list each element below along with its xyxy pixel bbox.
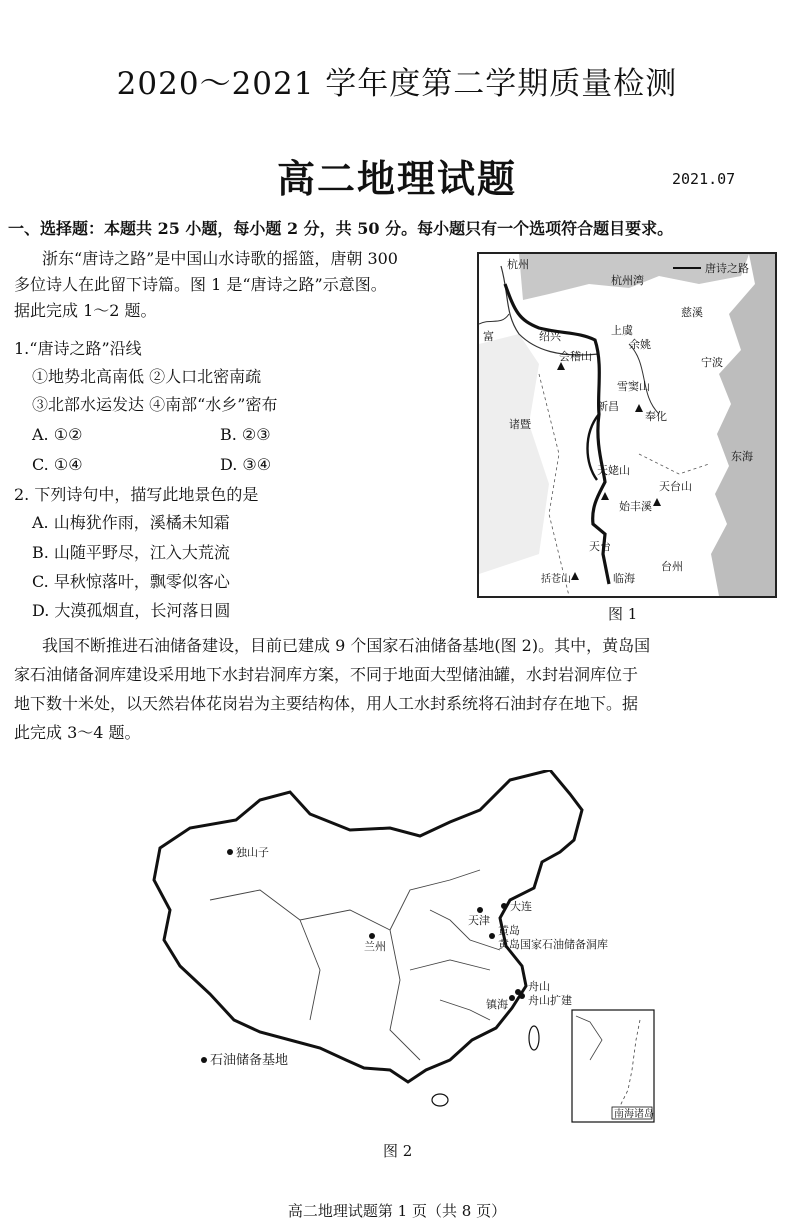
map1-caption: 图 1	[608, 605, 638, 623]
label-linhai: 临海	[613, 572, 635, 585]
mountain-marker	[571, 572, 579, 580]
map2-legend: 石油储备基地	[210, 1053, 289, 1068]
province-boundary	[300, 920, 320, 1020]
label-huangdao-cave: 黄岛国家石油储备洞库	[498, 938, 608, 951]
label-fuchun: 富	[483, 330, 494, 343]
q1-option-b[interactable]: B. ②③	[220, 425, 271, 444]
intro2-line-1: 我国不断推进石油储备建设，目前已建成 9 个国家石油储备基地(图 2)。其中，黄岛国	[42, 636, 651, 655]
q1-stem: 1.“唐诗之路”沿线	[14, 339, 142, 358]
map2-svg	[150, 770, 660, 1130]
label-tianmushan: 天姥山	[597, 464, 630, 477]
label-zhenhai: 镇海	[486, 998, 508, 1011]
label-lanzhou: 兰州	[364, 940, 386, 953]
label-taizhou: 台州	[661, 560, 683, 573]
q1-statement-1: ①地势北高南低 ②人口北密南疏	[32, 367, 262, 386]
label-fenghua: 奉化	[645, 410, 667, 423]
header-title: 2020～2021 学年度第二学期质量检测	[116, 66, 678, 102]
label-donghai: 东海	[731, 450, 753, 463]
province-boundary	[390, 870, 480, 930]
base-marker-dushanzi	[227, 849, 233, 855]
base-marker-tianjin	[477, 907, 483, 913]
land-shade-west	[479, 334, 549, 574]
province-boundary	[210, 890, 390, 930]
river	[629, 344, 659, 414]
q1-option-d[interactable]: D. ③④	[220, 455, 272, 474]
province-boundary	[440, 1000, 490, 1020]
label-xuedoushan: 雪窦山	[617, 380, 650, 393]
map1-figure	[477, 252, 777, 598]
q1-statement-2: ③北部水运发达 ④南部“水乡”密布	[32, 395, 278, 414]
intro1-line-2: 多位诗人在此留下诗篇。图 1 是“唐诗之路”示意图。	[14, 275, 387, 294]
label-zhoushan: 舟山	[528, 980, 550, 993]
label-shangyu: 上虞	[611, 324, 633, 337]
map1-svg	[479, 254, 775, 596]
mountain-marker	[635, 404, 643, 412]
label-tiantai: 天台	[589, 540, 611, 553]
map2-caption: 图 2	[383, 1142, 413, 1160]
base-marker-lanzhou	[369, 933, 375, 939]
base-marker-huangdao	[489, 933, 495, 939]
legend-marker	[201, 1057, 207, 1063]
label-ningbo: 宁波	[701, 356, 723, 369]
label-hangzhou: 杭州	[507, 258, 529, 271]
q1-option-c[interactable]: C. ①④	[32, 455, 83, 474]
boundary-line	[639, 454, 709, 474]
q2-option-b[interactable]: B. 山随平野尽，江入大荒流	[32, 543, 230, 562]
label-xinchang: 新昌	[597, 400, 619, 413]
label-tianjin: 天津	[468, 914, 490, 927]
label-shifeng: 始丰溪	[619, 500, 652, 513]
base-marker-zhoushan-ext	[519, 993, 525, 999]
label-shaoxing: 绍兴	[539, 330, 561, 343]
river	[479, 314, 509, 324]
intro1-line-1: 浙东“唐诗之路”是中国山水诗歌的摇篮，唐朝 300	[42, 249, 398, 268]
label-dalian: 大连	[510, 900, 532, 913]
q2-option-a[interactable]: A. 山梅犹作雨，溪橘未知霜	[32, 513, 230, 532]
intro2-line-4: 此完成 3～4 题。	[14, 723, 141, 742]
province-boundary	[410, 960, 490, 970]
q1-option-a[interactable]: A. ①②	[32, 425, 83, 444]
south-china-sea-inset	[572, 1010, 654, 1122]
base-marker-dalian	[501, 903, 507, 909]
base-marker-zhenhai	[509, 995, 515, 1001]
inset-label: 南海诸岛	[614, 1109, 654, 1120]
label-kuaijishan: 会稽山	[559, 350, 592, 363]
label-huangdao: 黄岛	[498, 924, 520, 937]
label-yuyao: 余姚	[629, 338, 651, 351]
page-footer: 高二地理试题第 1 页（共 8 页）	[287, 1202, 507, 1220]
label-kuocangshan: 括苍山	[541, 574, 571, 585]
label-cixi: 慈溪	[681, 306, 703, 319]
exam-title: 高二地理试题	[276, 156, 517, 201]
intro2-line-2: 家石油储备洞库建设采用地下水封岩洞库方案，不同于地面大型储油罐，水封岩洞库位于	[14, 665, 639, 684]
q2-option-d[interactable]: D. 大漠孤烟直，长河落日圆	[32, 601, 231, 620]
exam-date: 2021.07	[672, 170, 736, 188]
province-boundary	[390, 930, 420, 1060]
label-dushanzi: 独山子	[236, 846, 269, 859]
map1-legend: 唐诗之路	[705, 262, 749, 275]
taiwan-island	[529, 1026, 539, 1050]
q2-option-c[interactable]: C. 早秋惊落叶，飘零似客心	[32, 572, 230, 591]
hainan-island	[432, 1094, 448, 1106]
q2-stem: 2. 下列诗句中，描写此地景色的是	[14, 485, 259, 504]
map2-figure	[150, 770, 660, 1130]
label-zhoushan-ext: 舟山扩建	[528, 994, 572, 1007]
label-tiantaishan: 天台山	[659, 480, 692, 493]
mountain-marker	[653, 498, 661, 506]
section-heading: 一、选择题：本题共 25 小题，每小题 2 分，共 50 分。每小题只有一个选项符合题目要求。	[8, 219, 674, 238]
mountain-marker	[557, 362, 565, 370]
intro1-line-3: 据此完成 1～2 题。	[14, 301, 157, 320]
intro2-line-3: 地下数十米处，以天然岩体花岗岩为主要结构体，用人工水封系统将石油封存在地下。据	[14, 694, 639, 713]
mountain-marker	[601, 492, 609, 500]
label-hangzhouwan: 杭州湾	[611, 274, 644, 287]
label-zhuji: 诸暨	[509, 418, 531, 431]
sea-area	[711, 254, 775, 596]
